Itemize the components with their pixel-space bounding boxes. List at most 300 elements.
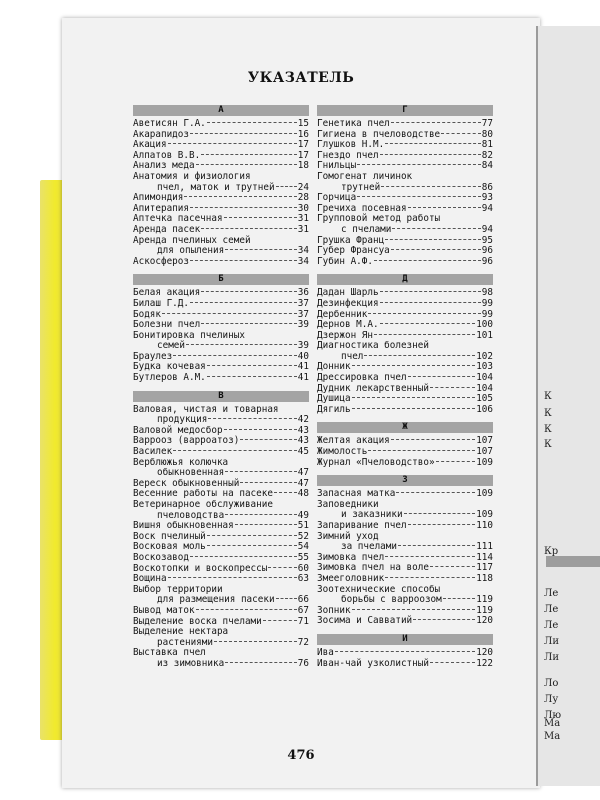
index-entry xyxy=(317,574,493,585)
dot-leader xyxy=(207,365,297,366)
entry-name: Воск пчелиный xyxy=(133,530,206,542)
entry-name: Зимовка пчел на воле xyxy=(317,562,429,574)
dot-leader xyxy=(380,154,481,155)
entry-name-continuation: продукция xyxy=(157,414,208,426)
index-section xyxy=(317,475,493,627)
entry-name-continuation: для размещения пасеки xyxy=(157,594,275,606)
section-letter: И xyxy=(317,634,493,645)
entry-line xyxy=(317,458,493,469)
dot-leader xyxy=(374,260,481,261)
entry-line xyxy=(133,553,309,564)
entry-continuation-line xyxy=(317,225,493,236)
entry-name: Зимовка пчел xyxy=(317,551,385,563)
entry-page-number: 104 xyxy=(476,372,493,384)
dot-leader xyxy=(430,387,475,388)
entry-name: Вишня обыкновенная xyxy=(133,520,234,532)
index-entry xyxy=(133,331,309,352)
dot-leader xyxy=(441,133,481,134)
entry-page-number: 98 xyxy=(481,287,493,299)
entry-page-number: 99 xyxy=(481,297,493,309)
entry-name: Выставка пчел xyxy=(133,647,206,659)
entry-page-number: 36 xyxy=(297,287,309,299)
index-section xyxy=(317,105,493,267)
entry-line xyxy=(317,648,493,659)
entry-name: Вощина xyxy=(133,573,167,585)
entry-page-number: 48 xyxy=(297,488,309,500)
entry-page-number: 117 xyxy=(476,562,493,574)
dot-leader xyxy=(352,365,476,366)
dot-leader xyxy=(207,376,297,377)
entry-page-number: 101 xyxy=(476,329,493,341)
entry-page-number: 104 xyxy=(476,382,493,394)
entry-page-number: 81 xyxy=(481,139,493,151)
dot-leader xyxy=(385,239,481,240)
entry-name-continuation: и заказники xyxy=(341,509,403,521)
index-entry xyxy=(133,257,309,268)
entry-page-number: 110 xyxy=(476,520,493,531)
entry-name-continuation: пчел xyxy=(341,350,364,362)
dot-leader xyxy=(276,598,297,599)
entry-page-number: 86 xyxy=(481,181,493,193)
index-entry xyxy=(317,257,493,268)
entry-name: Желтая акация xyxy=(317,435,390,447)
dot-leader xyxy=(391,439,475,440)
entry-page-number: 39 xyxy=(297,340,309,352)
section-letter: А xyxy=(133,105,309,116)
entry-name: Грушка Франц xyxy=(317,234,385,246)
entry-name: Дернов М.А. xyxy=(317,319,379,331)
entry-name-continuation: обыкновенная xyxy=(157,467,225,479)
entry-page-number: 107 xyxy=(476,446,493,458)
index-entry xyxy=(133,458,309,479)
dot-leader xyxy=(268,567,296,568)
entry-page-number: 82 xyxy=(481,149,493,161)
dot-leader xyxy=(352,609,476,610)
dot-leader xyxy=(208,418,296,419)
next-page-fragment: Ле xyxy=(544,620,559,631)
entry-line xyxy=(317,659,493,670)
entry-name: Бодяк xyxy=(133,308,161,320)
entry-name: Горчица xyxy=(317,192,357,204)
dot-leader xyxy=(190,260,297,261)
dot-leader xyxy=(225,249,297,250)
dot-leader xyxy=(224,217,297,218)
page-number: 476 xyxy=(287,748,315,763)
section-letter: Д xyxy=(317,274,493,285)
entry-name: Апимондия xyxy=(133,192,184,204)
entry-page-number: 39 xyxy=(297,319,309,331)
entry-first-line xyxy=(133,500,309,511)
entry-name: Аренда пчелиных семей xyxy=(133,234,251,246)
entry-line xyxy=(317,521,493,532)
dot-leader xyxy=(201,323,297,324)
next-page-fragment: Ма xyxy=(544,731,561,742)
entry-name: Будка кочевая xyxy=(133,361,206,373)
dot-leader xyxy=(263,620,297,621)
entry-page-number: 94 xyxy=(481,223,493,235)
entry-name: Губер Франсуа xyxy=(317,245,390,257)
entry-page-number: 41 xyxy=(297,372,309,384)
entry-line xyxy=(317,616,493,627)
page-title: УКАЗАТЕЛЬ xyxy=(247,70,355,86)
entry-name: Групповой метод работы xyxy=(317,213,441,225)
entry-page-number: 105 xyxy=(476,393,493,405)
entry-line xyxy=(133,225,309,236)
entry-name: Гигиена в пчеловодстве xyxy=(317,128,441,140)
entry-name: Аветисян Г.А. xyxy=(133,118,206,129)
index-entry xyxy=(317,458,493,469)
dot-leader xyxy=(201,291,297,292)
entry-page-number: 67 xyxy=(297,604,309,616)
entry-line xyxy=(133,119,309,130)
dot-leader xyxy=(374,334,475,335)
section-letter: З xyxy=(317,475,493,486)
index-entry xyxy=(317,405,493,416)
next-page-fragment: Ли xyxy=(544,636,560,647)
dot-leader xyxy=(368,450,475,451)
dot-leader xyxy=(225,471,297,472)
index-entry xyxy=(133,606,309,617)
next-page xyxy=(536,26,600,786)
entry-name: Акарапидоз xyxy=(133,128,189,140)
dot-leader xyxy=(381,186,481,187)
entry-name: Бонитировка пчелиных xyxy=(133,329,245,341)
entry-page-number: 106 xyxy=(476,403,493,415)
entry-name: Зопник xyxy=(317,604,351,616)
dot-leader xyxy=(207,122,297,123)
section-letter: Г xyxy=(317,105,493,116)
entry-page-number: 100 xyxy=(476,319,493,331)
entry-page-number: 109 xyxy=(476,488,493,500)
index-entry xyxy=(133,172,309,193)
next-page-fragment: Лу xyxy=(544,694,559,705)
index-entry xyxy=(317,214,493,235)
entry-name-continuation: из зимовника xyxy=(157,657,225,669)
entry-page-number: 93 xyxy=(481,192,493,204)
entry-name-continuation: пчел, маток и трутней xyxy=(157,181,275,193)
index-entry xyxy=(317,616,493,627)
index-section xyxy=(317,634,493,669)
next-page-fragment: К xyxy=(544,439,552,450)
dot-leader xyxy=(235,524,297,525)
dot-leader xyxy=(173,450,297,451)
next-page-section-header xyxy=(546,556,600,567)
entry-name: Дербенник xyxy=(317,308,368,320)
entry-name: Воскотопки и воскопрессы xyxy=(133,562,268,574)
next-page-fragment: Кр xyxy=(544,546,559,557)
next-page-fragment: Ло xyxy=(544,678,559,689)
dot-leader xyxy=(396,492,475,493)
dot-leader xyxy=(335,651,475,652)
index-column-left xyxy=(133,105,309,677)
entry-page-number: 63 xyxy=(297,573,309,585)
index-entry xyxy=(133,225,309,236)
entry-page-number: 47 xyxy=(297,467,309,479)
entry-name: Зоотехнические способы xyxy=(317,583,441,595)
entry-name: Диагностика болезней xyxy=(317,340,429,352)
entry-name: Дезинфекция xyxy=(317,297,379,309)
dot-leader xyxy=(385,143,481,144)
entry-name: Анатомия и физиология xyxy=(133,170,251,182)
entry-name: Заповедники xyxy=(317,498,379,510)
entry-name: Вывод маток xyxy=(133,604,195,616)
dot-leader xyxy=(190,302,297,303)
index-section xyxy=(133,105,309,267)
index-entry xyxy=(133,373,309,384)
dot-leader xyxy=(225,662,297,663)
entry-page-number: 99 xyxy=(481,308,493,320)
entry-page-number: 37 xyxy=(297,308,309,320)
dot-leader xyxy=(214,641,297,642)
dot-leader xyxy=(224,429,297,430)
dot-leader xyxy=(408,207,481,208)
entry-name: Змееголовник xyxy=(317,572,385,584)
entry-line xyxy=(317,405,493,416)
entry-page-number: 31 xyxy=(297,213,309,225)
entry-first-line xyxy=(133,172,309,183)
entry-name-continuation: борьбы с варроозом xyxy=(341,594,442,606)
entry-page-number: 17 xyxy=(297,149,309,161)
index-entry xyxy=(317,659,493,670)
entry-page-number: 30 xyxy=(297,202,309,214)
dot-leader xyxy=(162,313,297,314)
dot-leader xyxy=(413,619,475,620)
dot-leader xyxy=(380,323,476,324)
dot-leader xyxy=(190,207,297,208)
entry-page-number: 119 xyxy=(476,594,493,606)
index-entry xyxy=(133,585,309,606)
entry-name: Василек xyxy=(133,446,173,458)
entry-name-continuation: растениями xyxy=(157,636,213,648)
index-entry xyxy=(317,341,493,362)
entry-page-number: 28 xyxy=(297,192,309,204)
dot-leader xyxy=(240,482,296,483)
dot-leader xyxy=(408,524,476,525)
entry-page-number: 55 xyxy=(297,551,309,563)
entry-page-number: 18 xyxy=(297,160,309,172)
dot-leader xyxy=(201,228,297,229)
entry-name-continuation: для опыления xyxy=(157,245,225,257)
dot-leader xyxy=(391,122,481,123)
entry-page-number: 118 xyxy=(476,572,493,584)
entry-page-number: 109 xyxy=(476,456,493,468)
next-page-fragment: Ли xyxy=(544,652,560,663)
dot-leader xyxy=(380,302,481,303)
entry-continuation-line xyxy=(133,659,309,670)
entry-name: Донник xyxy=(317,361,351,373)
entry-page-number: 40 xyxy=(297,350,309,362)
entry-name-continuation: пчеловодства xyxy=(157,509,225,521)
entry-name: Дягиль xyxy=(317,403,351,415)
entry-name: Гречиха посевная xyxy=(317,202,407,214)
dot-leader xyxy=(385,577,475,578)
dot-leader xyxy=(357,164,481,165)
entry-name: Весенние работы на пасеке xyxy=(133,488,273,500)
index-entry xyxy=(133,236,309,257)
entry-name: Болезни пчел xyxy=(133,319,201,331)
entry-page-number: 120 xyxy=(476,615,493,627)
dot-leader xyxy=(392,228,480,229)
entry-line xyxy=(317,257,493,268)
entry-page-number: 49 xyxy=(297,509,309,521)
dot-leader xyxy=(240,439,296,440)
entry-name-continuation: семей xyxy=(157,340,185,352)
entry-page-number: 103 xyxy=(476,361,493,373)
entry-page-number: 102 xyxy=(476,350,493,362)
dot-leader xyxy=(391,249,481,250)
entry-name: Дрессировка пчел xyxy=(317,372,407,384)
entry-page-number: 54 xyxy=(297,541,309,553)
next-page-fragment: К xyxy=(544,391,552,402)
entry-name: Выбор территории xyxy=(133,583,223,595)
dot-leader xyxy=(357,196,481,197)
entry-name: Ветеринарное обслуживание xyxy=(133,499,273,510)
entry-name: Выделение нектара xyxy=(133,626,229,638)
entry-name-continuation: за пчелами xyxy=(341,541,397,553)
entry-name: Ива xyxy=(317,646,334,658)
index-entry xyxy=(317,119,493,130)
entry-name: Аскосфероз xyxy=(133,255,189,267)
section-letter: Ж xyxy=(317,422,493,433)
entry-name: Валовая, чистая и товарная xyxy=(133,403,279,415)
dot-leader xyxy=(168,577,297,578)
entry-page-number: 72 xyxy=(297,636,309,648)
entry-line xyxy=(133,299,309,310)
entry-first-line xyxy=(317,172,493,183)
entry-page-number: 80 xyxy=(481,128,493,140)
entry-name: Гнездо пчел xyxy=(317,149,379,161)
entry-name: Аренда пасек xyxy=(133,223,201,235)
entry-page-number: 122 xyxy=(476,657,493,669)
entry-name: Генетика пчел xyxy=(317,118,390,129)
entry-page-number: 96 xyxy=(481,245,493,257)
dot-leader xyxy=(196,609,297,610)
next-page-fragment: Ма xyxy=(544,718,561,729)
entry-name: Вереск обыкновенный xyxy=(133,477,240,489)
index-entry xyxy=(133,299,309,310)
section-letter: Б xyxy=(133,274,309,285)
index-entry xyxy=(133,119,309,130)
entry-name: Акация xyxy=(133,139,167,151)
entry-page-number: 119 xyxy=(476,604,493,616)
index-entry xyxy=(317,521,493,532)
entry-page-number: 109 xyxy=(476,509,493,521)
entry-page-number: 51 xyxy=(297,520,309,532)
dot-leader xyxy=(276,186,297,187)
entry-page-number: 16 xyxy=(297,128,309,140)
index-entry xyxy=(317,648,493,659)
index-entry xyxy=(133,627,309,648)
dot-leader xyxy=(207,545,297,546)
index-section xyxy=(133,391,309,670)
entry-page-number: 34 xyxy=(297,255,309,267)
entry-page-number: 31 xyxy=(297,223,309,235)
index-entry xyxy=(317,500,493,521)
next-page-fragment: Ле xyxy=(544,604,559,615)
index-section xyxy=(317,422,493,468)
index-entry xyxy=(317,172,493,193)
index-entry xyxy=(133,500,309,521)
entry-name-continuation: с пчелами xyxy=(341,223,392,235)
entry-line xyxy=(133,373,309,384)
next-page-fragment: К xyxy=(544,408,552,419)
entry-name: Восковая моль xyxy=(133,541,206,553)
entry-page-number: 111 xyxy=(476,541,493,553)
entry-name: Жимолость xyxy=(317,446,368,458)
dot-leader xyxy=(443,598,475,599)
dot-leader xyxy=(430,566,475,567)
entry-name: Варрооз (варроатоз) xyxy=(133,435,240,447)
entry-name: Душица xyxy=(317,393,351,405)
entry-name: Зосима и Савватий xyxy=(317,615,413,627)
entry-line xyxy=(133,606,309,617)
dot-leader xyxy=(368,313,480,314)
entry-name: Гнильцы xyxy=(317,160,357,172)
entry-page-number: 66 xyxy=(297,594,309,606)
index-entry xyxy=(133,553,309,564)
entry-name-continuation: трутней xyxy=(341,181,381,193)
entry-name: Дадан Шарль xyxy=(317,287,379,299)
entry-name: Глушков Н.М. xyxy=(317,139,385,151)
entry-name: Билаш Г.Д. xyxy=(133,297,189,309)
entry-page-number: 43 xyxy=(297,424,309,436)
dot-leader xyxy=(398,545,475,546)
entry-name: Губин А.Ф. xyxy=(317,255,373,267)
entry-name: Браулез xyxy=(133,350,173,362)
entry-page-number: 95 xyxy=(481,234,493,246)
dot-leader xyxy=(430,662,475,663)
entry-name: Валовой медосбор xyxy=(133,424,223,436)
dot-leader xyxy=(225,514,297,515)
dot-leader xyxy=(190,556,297,557)
dot-leader xyxy=(201,154,297,155)
section-letter: В xyxy=(133,391,309,402)
dot-leader xyxy=(184,196,296,197)
entry-page-number: 45 xyxy=(297,446,309,458)
dot-leader xyxy=(168,143,297,144)
index-entry xyxy=(317,299,493,310)
dot-leader xyxy=(380,291,481,292)
entry-name: Верблюжья колючка xyxy=(133,456,229,468)
entry-name: Дудник лекарственный xyxy=(317,382,429,394)
index-entry xyxy=(133,648,309,669)
dot-leader xyxy=(352,397,476,398)
entry-page-number: 47 xyxy=(297,477,309,489)
dot-leader xyxy=(364,355,475,356)
index-entry xyxy=(133,405,309,426)
entry-line xyxy=(317,299,493,310)
entry-page-number: 15 xyxy=(297,118,309,129)
entry-page-number: 77 xyxy=(481,118,493,129)
dot-leader xyxy=(436,461,476,462)
index-section xyxy=(133,274,309,383)
entry-page-number: 60 xyxy=(297,562,309,574)
entry-line xyxy=(133,257,309,268)
dot-leader xyxy=(385,556,475,557)
index-column-right xyxy=(317,105,493,676)
index-section xyxy=(317,274,493,415)
entry-page-number: 114 xyxy=(476,551,493,563)
dot-leader xyxy=(186,344,297,345)
dot-leader xyxy=(196,164,297,165)
dot-leader xyxy=(173,355,297,356)
next-page-fragment: Лю xyxy=(544,710,562,721)
dot-leader xyxy=(190,133,297,134)
entry-page-number: 76 xyxy=(297,657,309,669)
dot-leader xyxy=(207,535,297,536)
entry-name: Зимний уход xyxy=(317,530,379,542)
next-page-fragment: Ле xyxy=(544,588,559,599)
